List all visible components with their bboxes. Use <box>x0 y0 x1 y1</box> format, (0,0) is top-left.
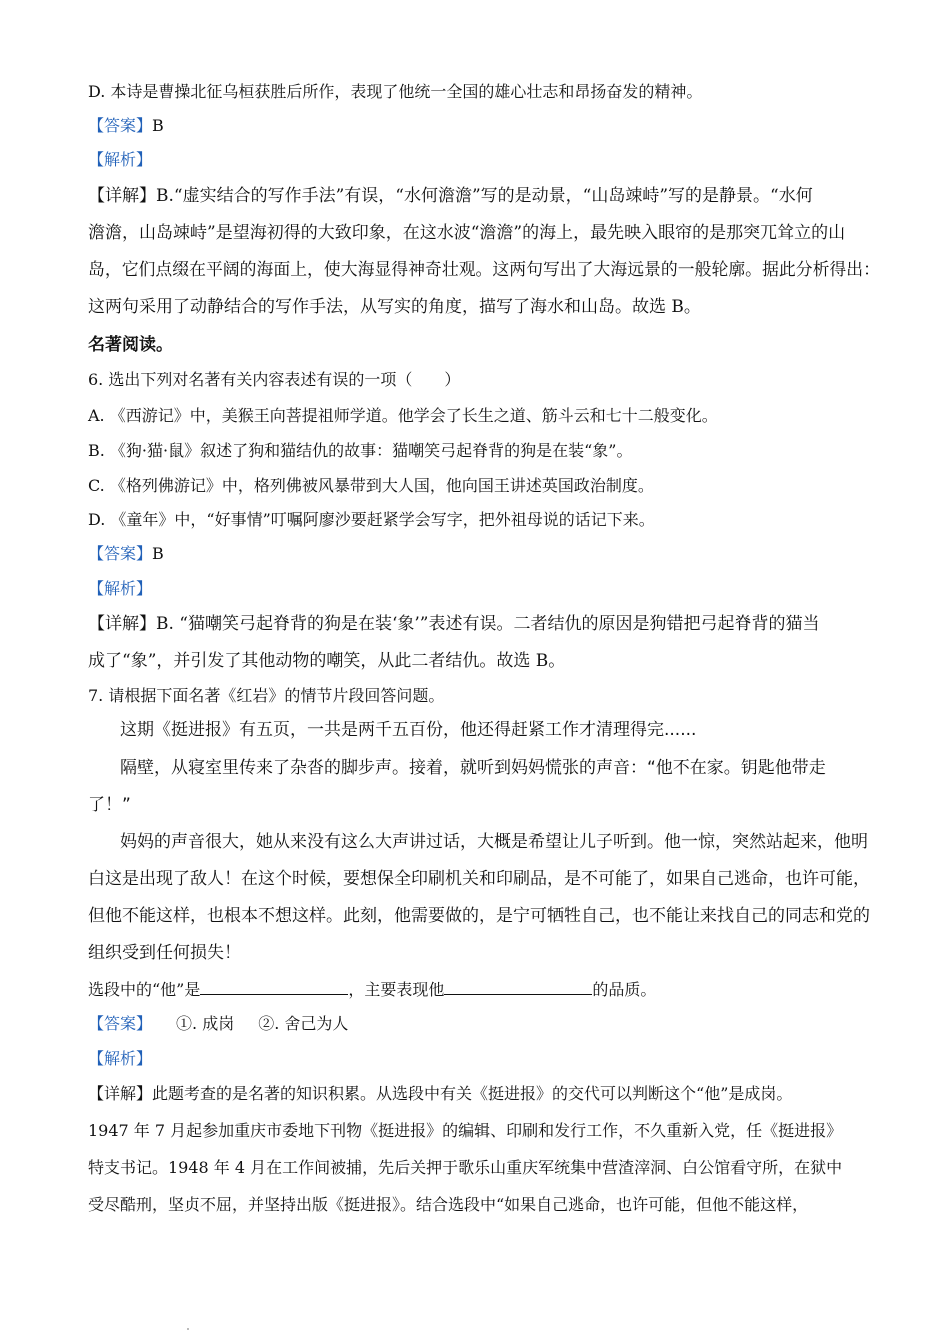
q6-stem: 6. 选出下列对名著有关内容表述有误的一项（ ） <box>88 370 461 389</box>
q5-detail-line: 澹澹，山岛竦峙”是望海初得的大致印象，在这水波“澹澹”的海上，最先映入眼帘的是那突兀耸立的山 <box>88 223 846 243</box>
detail-text: 此题考查的是名著的知识积累。从选段中有关《挺进报》的交代可以判断这个“他”是成岗。 <box>152 1084 793 1103</box>
question-text: 选段中的“他”是 <box>88 980 201 999</box>
q7-stem: 7. 请根据下面名著《红岩》的情节片段回答问题。 <box>88 686 445 705</box>
q5-detail-line <box>88 186 813 206</box>
answer-label: 【答案】 <box>88 116 153 135</box>
q7-passage-line: 白这是出现了敌人！在这个时候，要想保全印刷机关和印刷品，是不可能了，如果自己逃命，也许可能， <box>88 869 870 889</box>
q6-answer-line <box>88 544 164 564</box>
section-title: 名著阅读。 <box>88 335 173 355</box>
q7-detail-line: 特支书记。1948 年 4 月在工作间被捕，先后关押于歌乐山重庆军统集中营渣滓洞、白公馆看守所，在狱中 <box>88 1158 843 1177</box>
detail-label: 【详解】 <box>88 1084 153 1103</box>
answer-label: 【答案】 <box>88 1014 153 1033</box>
q7-passage-line: 隔壁，从寝室里传来了杂沓的脚步声。接着，就听到妈妈慌张的声音：“他不在家。钥匙他带走 <box>120 758 826 778</box>
q6-analysis-label: 【解析】 <box>88 579 153 598</box>
question-text: 的品质。 <box>592 980 657 999</box>
q7-detail-line: 1947 年 7 月起参加重庆市委地下刊物《挺进报》的编辑、印刷和发行工作，不久重新入党，任《挺进报》 <box>88 1121 843 1140</box>
detail-text: B.“虚实结合的写作手法”有误，“水何澹澹”写的是动景，“山岛竦峙”写的是静景。“水何 <box>156 186 813 206</box>
q7-passage-line: 但他不能这样，也根本不想这样。此刻，他需要做的，是宁可牺牲自己，也不能让来找自己的同志和党的 <box>88 906 870 926</box>
q5-detail-line: 这两句采用了动静结合的写作手法，从写实的角度，描写了海水和山岛。故选 B。 <box>88 297 701 317</box>
answer-item: ①. 成岗 <box>176 1014 235 1033</box>
q5-answer-line <box>88 116 164 136</box>
page-mark <box>187 1328 189 1330</box>
detail-text: B. “猫嘲笑弓起脊背的狗是在装‘象’”表述有误。二者结仇的原因是狗错把弓起脊背的猫当 <box>156 614 820 634</box>
q5-detail-line: 岛，它们点缀在平阔的海面上，使大海显得神奇壮观。这两句写出了大海远景的一般轮廓。据此分析得出： <box>88 260 880 280</box>
q7-detail-line: 受尽酷刑，坚贞不屈，并坚持出版《挺进报》。结合选段中“如果自己逃命，也许可能，但他不能这样， <box>88 1195 809 1214</box>
answer-blank <box>200 980 348 995</box>
q7-passage-line: 妈妈的声音很大，她从来没有这么大声讲过话，大概是希望让儿子听到。他一惊，突然站起来，他明 <box>120 832 868 852</box>
answer-label: 【答案】 <box>88 544 153 563</box>
answer-item: ②. 舍己为人 <box>258 1014 349 1033</box>
q6-option-c: C. 《格列佛游记》中，格列佛被风暴带到大人国，他向国王讲述英国政治制度。 <box>88 476 654 495</box>
q7-passage-line: 这期《挺进报》有五页，一共是两千五百份，他还得赶紧工作才清理得完...... <box>120 720 697 740</box>
q7-analysis-label: 【解析】 <box>88 1049 153 1068</box>
q5-analysis-label: 【解析】 <box>88 150 153 169</box>
q7-question <box>88 980 656 1000</box>
q5-option-d: D. 本诗是曹操北征乌桓获胜后所作，表现了他统一全国的雄心壮志和昂扬奋发的精神。 <box>88 82 703 101</box>
q6-option-b: B. 《狗·猫·鼠》叙述了狗和猫结仇的故事：猫嘲笑弓起脊背的狗是在装“象”。 <box>88 441 633 460</box>
detail-label: 【详解】 <box>88 614 156 634</box>
q7-passage-line: 了！” <box>88 795 131 815</box>
answer-value: B <box>152 544 164 563</box>
q6-detail-line: 成了“象”，并引发了其他动物的嘲笑，从此二者结仇。故选 B。 <box>88 651 566 671</box>
q7-detail-line <box>88 1084 792 1104</box>
detail-label: 【详解】 <box>88 186 156 206</box>
q7-passage-line: 组织受到任何损失！ <box>88 943 241 963</box>
answer-value: B <box>152 116 164 135</box>
answer-blank <box>444 980 592 995</box>
q6-detail-line <box>88 614 820 634</box>
q6-option-d: D. 《童年》中，“好事情”叮嘱阿廖沙要赶紧学会写字，把外祖母说的话记下来。 <box>88 510 655 529</box>
q6-option-a: A. 《西游记》中，美猴王向菩提祖师学道。他学会了长生之道、筋斗云和七十二般变化。 <box>88 406 718 425</box>
question-text: ，主要表现他 <box>348 980 445 999</box>
q7-answer-line <box>88 1014 348 1034</box>
